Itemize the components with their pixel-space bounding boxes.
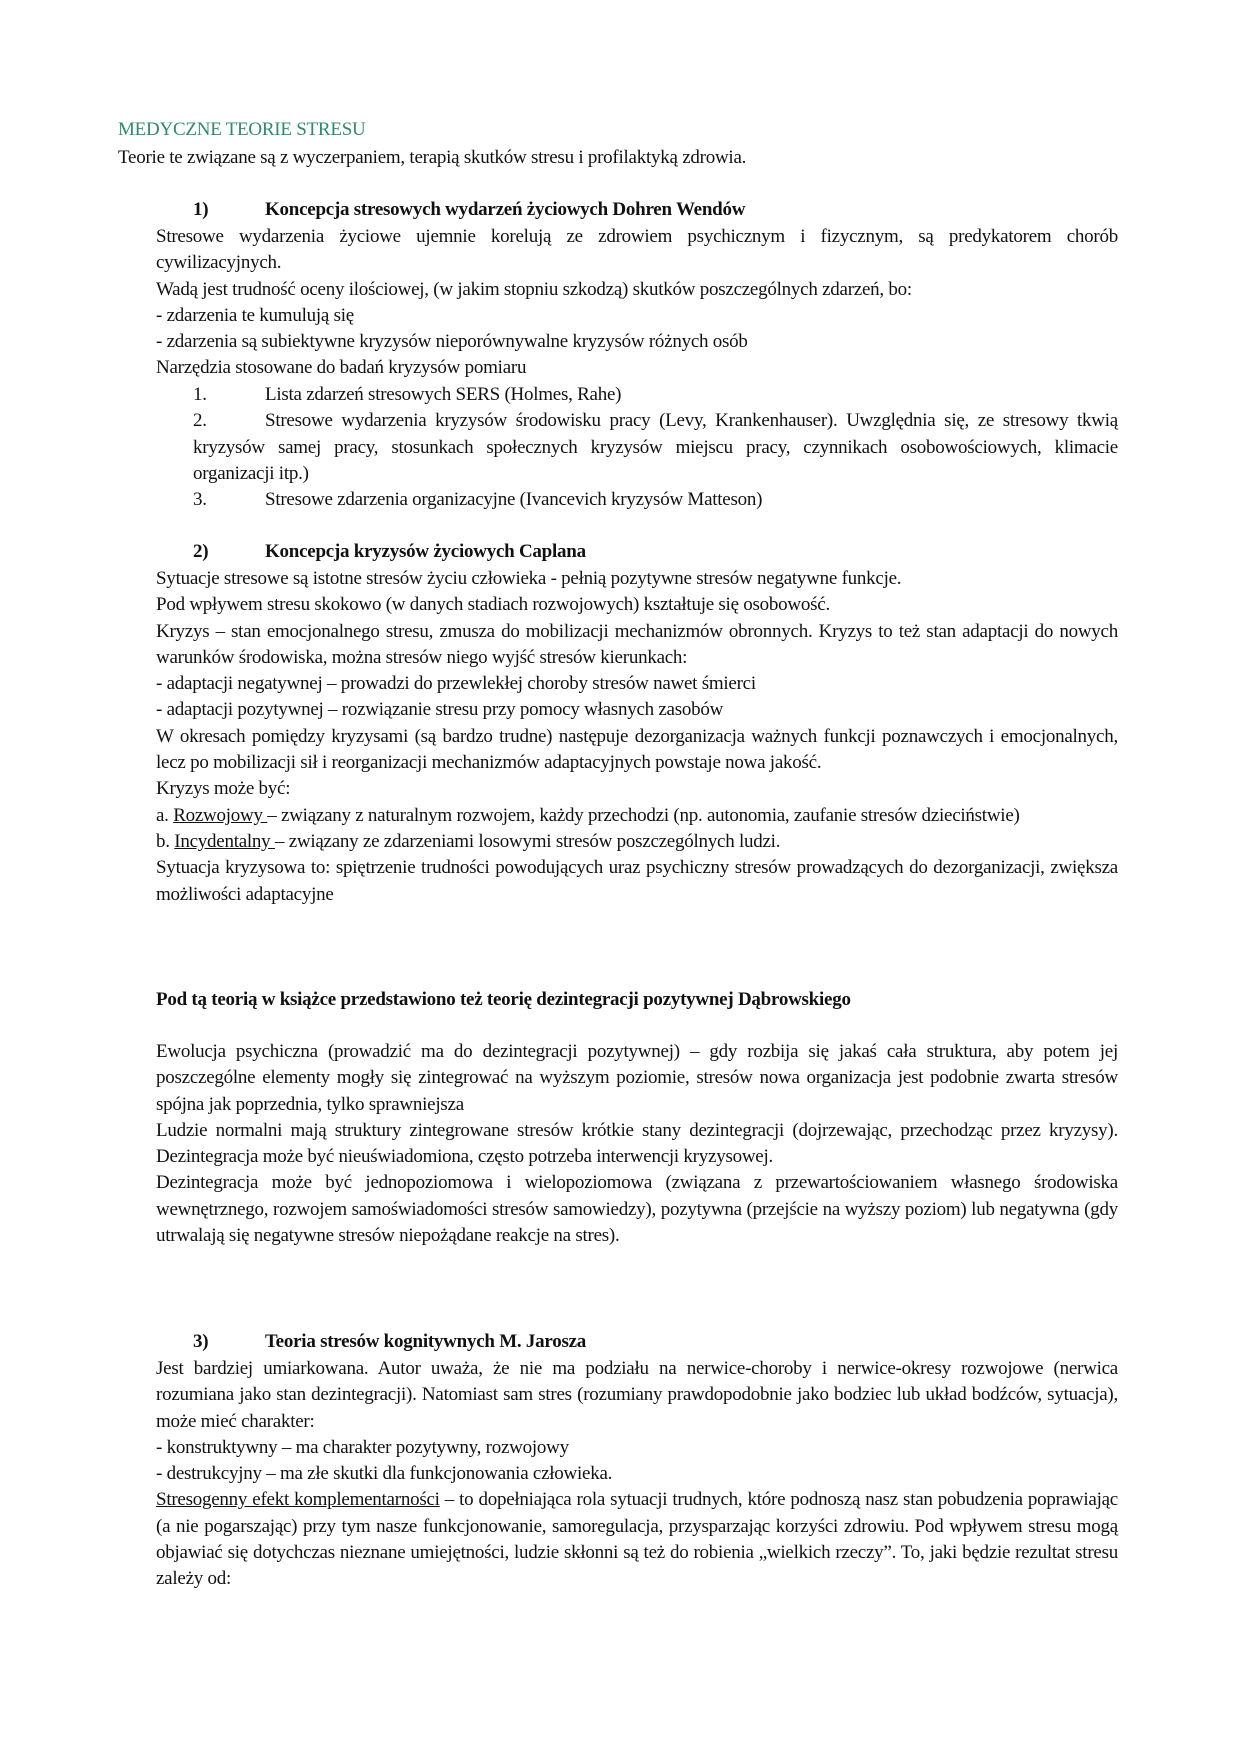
paragraph: - zdarzenia są subiektywne kryzysów nieporównywalne kryzysów różnych osób xyxy=(156,331,748,353)
item-text: – związany z naturalnym rozwojem, każdy przechodzi (np. autonomia, zaufanie stresów dzieciństwie) xyxy=(267,804,1020,826)
dabrowski-body xyxy=(156,1039,1118,1249)
section-1-body xyxy=(156,224,1118,382)
list-item xyxy=(193,408,1118,487)
paragraph: Kryzys – stan emocjonalnego stresu, zmusza do mobilizacji mechanizmów obronnych. Kryzys to też stan adaptacji do nowych warunków środowiska, można stresów niego wyjść stresów kierunkach: xyxy=(156,620,1118,668)
paragraph: Stresowe wydarzenia życiowe ujemnie korelują ze zdrowiem psychicznym i fizycznym, są predykatorem chorób cywilizacyjnych. xyxy=(156,226,1118,274)
list-item xyxy=(193,487,1118,513)
crisis-type-a xyxy=(156,803,1118,829)
section-number: 2) xyxy=(193,541,209,562)
crisis-type-b xyxy=(156,829,1118,855)
paragraph: Ewolucja psychiczna (prowadzić ma do dezintegracji pozytywnej) – gdy rozbija się jakaś cała struktura, aby potem jej poszczególne elementy mogły się zintegrować na wyższym poziomie, stresów nowa organizacja jest podobnie zwarta stresów spójna jak poprzednia, tylko sprawniejsza xyxy=(156,1041,1118,1115)
section-number: 1) xyxy=(193,199,209,220)
section-title: Koncepcja kryzysów życiowych Caplana xyxy=(265,541,586,562)
paragraph: Sytuacja kryzysowa to: spiętrzenie trudności powodujących uraz psychiczny stresów prowadzących do dezorganizacji, zwiększa możliwości adaptacyjne xyxy=(156,857,1118,905)
paragraph: Kryzys może być: xyxy=(156,778,291,800)
paragraph: - adaptacji negatywnej – prowadzi do przewlekłej choroby stresów nawet śmierci xyxy=(156,673,756,695)
paragraph: Ludzie normalni mają struktury zintegrowane stresów krótkie stany dezintegracji (dojrzewając, przechodząc przez kryzysy). Dezintegracja może być nieuświadomiona, często potrzeba interwencji kryzysowej. xyxy=(156,1119,1118,1168)
section-title: Teoria stresów kognitywnych M. Jarosza xyxy=(265,1331,587,1352)
paragraph: Narzędzia stosowane do badań kryzysów pomiaru xyxy=(156,357,527,379)
list-number: 1. xyxy=(193,384,207,405)
section-3-body xyxy=(156,1356,1118,1593)
paragraph: Pod wpływem stresu skokowo (w danych stadiach rozwojowych) kształtuje się osobowość. xyxy=(156,594,830,616)
underlined-term: Incydentalny xyxy=(174,830,275,852)
section-3-heading xyxy=(193,1329,586,1355)
section-1-heading xyxy=(193,197,745,223)
paragraph: - adaptacji pozytywnej – rozwiązanie stresu przy pomocy własnych zasobów xyxy=(156,699,724,721)
item-prefix: a. xyxy=(156,804,174,826)
list-text: Lista zdarzeń stresowych SERS (Holmes, Rahe) xyxy=(265,384,622,405)
underlined-term: Rozwojowy xyxy=(173,804,268,826)
list-text: Stresowe wydarzenia kryzysów środowisku pracy (Levy, Krankenhauser). Uwzględnia się, ze stresowy tkwią kryzysów samej pracy, stosunkach społecznych kryzysów miejscu pracy, czynnikach osobowościowych, klimacie organizacji itp.) xyxy=(193,410,1118,484)
section-2-body xyxy=(156,566,1118,908)
paragraph: - konstruktywny – ma charakter pozytywny, rozwojowy xyxy=(156,1436,569,1458)
paragraph: Sytuacje stresowe są istotne stresów życiu człowieka - pełnią pozytywne stresów negatywne funkcje. xyxy=(156,568,902,589)
section-number: 3) xyxy=(193,1331,209,1352)
intro-paragraph: Teorie te związane są z wyczerpaniem, terapią skutków stresu i profilaktyką zdrowia. xyxy=(118,147,747,168)
dabrowski-heading: Pod tą teorią w książce przedstawiono też teorię dezintegracji pozytywnej Dąbrowskiego xyxy=(156,989,851,1010)
section-2-heading xyxy=(193,539,586,565)
list-item xyxy=(193,382,1118,408)
item-text: – związany ze zdarzeniami losowymi stresów poszczególnych ludzi. xyxy=(274,830,781,852)
list-text: Stresowe zdarzenia organizacyjne (Ivancevich kryzysów Matteson) xyxy=(265,489,763,511)
paragraph: Dezintegracja może być jednopoziomowa i wielopoziomowa (związana z przewartościowaniem własnego środowiska wewnętrznego, rozwojem samoświadomości stresów samowiedzy), pozytywna (przejście na wyższy poziom) lub negatywna (gdy utrwalają się negatywne stresów niepożądane reakcje na stres). xyxy=(156,1172,1118,1247)
paragraph: Wadą jest trudność oceny ilościowej, (w jakim stopniu szkodzą) skutków poszczególnych zdarzeń, bo: xyxy=(156,278,912,300)
paragraph: W okresach pomiędzy kryzysami (są bardzo trudne) następuje dezorganizacja ważnych funkcji poznawczych i emocjonalnych, lecz po mobilizacji sił i reorganizacji mechanizmów adaptacyjnych powstaje nowa jakość. xyxy=(156,725,1118,774)
paragraph xyxy=(156,1487,1118,1592)
paragraph: - zdarzenia te kumulują się xyxy=(156,304,354,326)
paragraph-text: – to dopełniająca rola sytuacji trudnych, które podnoszą nasz stan pobudzenia poprawiając (a nie pogarszając) przy tym nasze funkcjonowanie, samoregulacja, przysparzając korzyści zdrowiu. Pod wpływem stresu mogą objawiać się dotychczas nieznane umiejętności, ludzie skłonni są też do robienia „wielkich rzeczy”. To, jaki będzie rezultat stresu zależy od: xyxy=(156,1489,1118,1590)
list-number: 3. xyxy=(193,489,207,511)
document-title: MEDYCZNE TEORIE STRESU xyxy=(118,119,366,140)
section-title: Koncepcja stresowych wydarzeń życiowych Dohren Wendów xyxy=(265,199,746,220)
item-prefix: b. xyxy=(156,830,175,852)
paragraph: Jest bardziej umiarkowana. Autor uważa, że nie ma podziału na nerwice-choroby i nerwice-okresy rozwojowe (nerwica rozumiana jako stan dezintegracji). Natomiast sam stres (rozumiany prawdopodobnie jako bodziec lub układ bodźców, sytuacja), może mieć charakter: xyxy=(156,1358,1118,1432)
paragraph: - destrukcyjny – ma złe skutki dla funkcjonowania człowieka. xyxy=(156,1463,613,1485)
underlined-term: Stresogenny efekt komplementarności xyxy=(156,1489,440,1511)
list-number: 2. xyxy=(193,410,207,432)
tools-list xyxy=(193,382,1118,513)
